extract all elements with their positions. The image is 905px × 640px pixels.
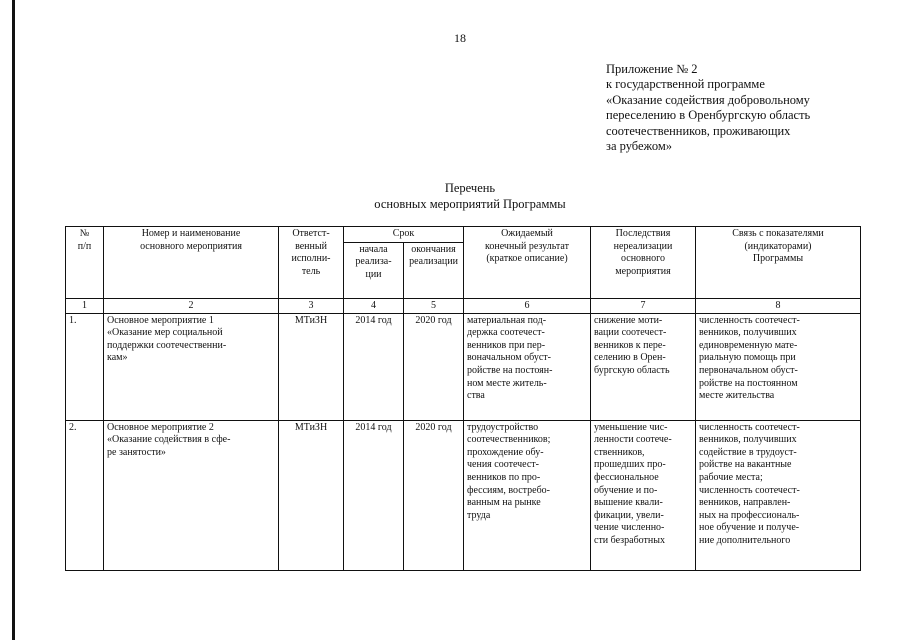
row-number: 1.	[66, 313, 104, 420]
measures-table	[65, 226, 861, 571]
cell-line: венников, направлен-	[699, 497, 791, 509]
cell-line: ственников,	[594, 446, 645, 458]
row-number: 2.	[66, 420, 104, 570]
header-text: тель	[301, 265, 321, 277]
column-number: 3	[279, 298, 344, 313]
appendix-line: соотечественников, проживающих	[606, 123, 791, 138]
cell-line: венников по про-	[467, 471, 541, 483]
cell-line: численность соотечест-	[699, 314, 800, 326]
indicator-link	[696, 420, 861, 570]
cell-line: венников, получивших	[699, 327, 797, 339]
page-number: 18	[454, 31, 466, 45]
header-text: (краткое описание)	[486, 253, 568, 265]
cell-line: соотечественников;	[467, 434, 551, 446]
expected-result	[464, 313, 591, 420]
cell-line: ройстве на постоянном	[699, 377, 798, 389]
title-line: основных мероприятий Программы	[374, 197, 566, 211]
header-result	[464, 227, 591, 299]
cell-line: сти безработных	[594, 534, 665, 546]
responsible-executor: МТиЗН	[279, 420, 344, 570]
appendix-caption	[606, 62, 896, 154]
cell-line: фикации, увели-	[594, 509, 664, 521]
column-number: 7	[591, 298, 696, 313]
cell-line: трудоустройство	[467, 421, 539, 433]
cell-line: чение численно-	[594, 522, 665, 534]
column-number: 5	[404, 298, 464, 313]
cell-line: «Оказание содействия в сфе-	[107, 434, 231, 446]
cell-line: Основное мероприятие 1	[107, 314, 214, 326]
column-number: 6	[464, 298, 591, 313]
header-text: исполни-	[291, 253, 331, 265]
cell-line: прошедших про-	[594, 459, 666, 471]
cell-line: численность соотечест-	[699, 484, 800, 496]
header-text: нереализации	[613, 240, 673, 252]
header-text: Программы	[752, 253, 804, 265]
header-text: Номер и наименование	[141, 228, 241, 239]
indicator-link	[696, 313, 861, 420]
cell-line: ванным на рынке	[467, 497, 541, 509]
cell-line: бургскую область	[594, 364, 670, 376]
appendix-line: «Оказание содействия добровольному	[606, 92, 810, 107]
header-term: Срок	[344, 227, 464, 243]
cell-line: снижение моти-	[594, 314, 663, 326]
cell-line: ре занятости»	[107, 446, 166, 458]
cell-line: воначальном обуст-	[467, 352, 551, 364]
cell-line: селению в Орен-	[594, 352, 666, 364]
cell-line: венников при пер-	[467, 339, 546, 351]
cell-line: риальную помощь при	[699, 352, 796, 364]
cell-line: материальная под-	[467, 314, 547, 326]
cell-line: поддержки соотечественни-	[107, 339, 227, 351]
header-start	[344, 242, 404, 298]
header-text: реализации	[409, 256, 458, 268]
column-number-row	[66, 298, 861, 313]
header-consequences	[591, 227, 696, 299]
cell-line: вации соотечест-	[594, 327, 667, 339]
cell-line: ства	[467, 390, 485, 402]
header-text: венный	[295, 240, 327, 252]
cell-line: ние дополнительного	[699, 534, 791, 546]
header-text: конечный результат	[485, 240, 569, 252]
cell-line: ных на профессиональ-	[699, 509, 800, 521]
start-term: 2014 год	[344, 313, 404, 420]
cell-line: обучение и по-	[594, 484, 658, 496]
cell-line: держка соотечест-	[467, 327, 545, 339]
header-text: основного	[621, 253, 665, 265]
cell-line: ное обучение и получе-	[699, 522, 800, 534]
header-text: ции	[365, 268, 382, 280]
start-term: 2014 год	[344, 420, 404, 570]
end-term: 2020 год	[404, 420, 464, 570]
appendix-line: за рубежом»	[606, 139, 673, 154]
header-text: окончания	[411, 243, 456, 255]
header-text: Ответст-	[292, 228, 330, 239]
cell-line: прохождение обу-	[467, 446, 544, 458]
header-text: п/п	[77, 240, 92, 252]
cell-line: фессиональное	[594, 471, 659, 483]
title-line: Перечень	[444, 181, 496, 195]
header-text: реализа-	[355, 256, 392, 268]
cell-line: месте жительства	[699, 390, 775, 402]
cell-line: «Оказание мер социальной	[107, 327, 223, 339]
non-implementation-consequences	[591, 420, 696, 570]
cell-line: единовременную мате-	[699, 339, 798, 351]
responsible-executor: МТиЗН	[279, 313, 344, 420]
measure-name	[104, 420, 279, 570]
cell-line: венников к пере-	[594, 339, 666, 351]
cell-line: ном месте житель-	[467, 377, 547, 389]
cell-line: чения соотечест-	[467, 459, 539, 471]
header-responsible	[279, 227, 344, 299]
header-text: начала	[359, 243, 388, 255]
header-text: Ожидаемый	[501, 228, 553, 239]
column-number: 8	[696, 298, 861, 313]
appendix-line: к государственной программе	[606, 77, 765, 92]
end-term: 2020 год	[404, 313, 464, 420]
expected-result	[464, 420, 591, 570]
header-row	[66, 227, 861, 243]
header-end	[404, 242, 464, 298]
cell-line: содействие в трудоуст-	[699, 446, 797, 458]
appendix-line: переселению в Оренбургскую область	[606, 108, 811, 123]
cell-line: венников, получивших	[699, 434, 797, 446]
appendix-line: Приложение № 2	[606, 62, 698, 76]
table-row	[66, 420, 861, 570]
column-number: 2	[104, 298, 279, 313]
cell-line: вышение квали-	[594, 497, 663, 509]
non-implementation-consequences	[591, 313, 696, 420]
header-text: (индикаторами)	[744, 240, 812, 252]
column-number: 1	[66, 298, 104, 313]
column-number: 4	[344, 298, 404, 313]
cell-line: труда	[467, 509, 491, 521]
header-text: Связь с показателями	[732, 228, 824, 239]
header-link	[696, 227, 861, 299]
header-text: Последствия	[615, 228, 671, 239]
cell-line: ройстве на постоян-	[467, 364, 553, 376]
header-name	[104, 227, 279, 299]
table-row	[66, 313, 861, 420]
cell-line: кам»	[107, 352, 128, 364]
header-text: мероприятия	[615, 265, 671, 277]
cell-line: уменьшение чис-	[594, 421, 668, 433]
cell-line: ленности соотече-	[594, 434, 672, 446]
cell-line: рабочие места;	[699, 471, 763, 483]
page-edge-bar	[12, 0, 15, 640]
header-num	[66, 227, 104, 299]
document-title	[270, 180, 670, 212]
cell-line: численность соотечест-	[699, 421, 800, 433]
cell-line: ройстве на вакантные	[699, 459, 792, 471]
cell-line: первоначальном обуст-	[699, 364, 798, 376]
cell-line: Основное мероприятие 2	[107, 421, 214, 433]
measure-name	[104, 313, 279, 420]
cell-line: фессиям, востребо-	[467, 484, 551, 496]
header-text: №	[79, 228, 90, 239]
header-text: основного мероприятия	[140, 240, 242, 252]
